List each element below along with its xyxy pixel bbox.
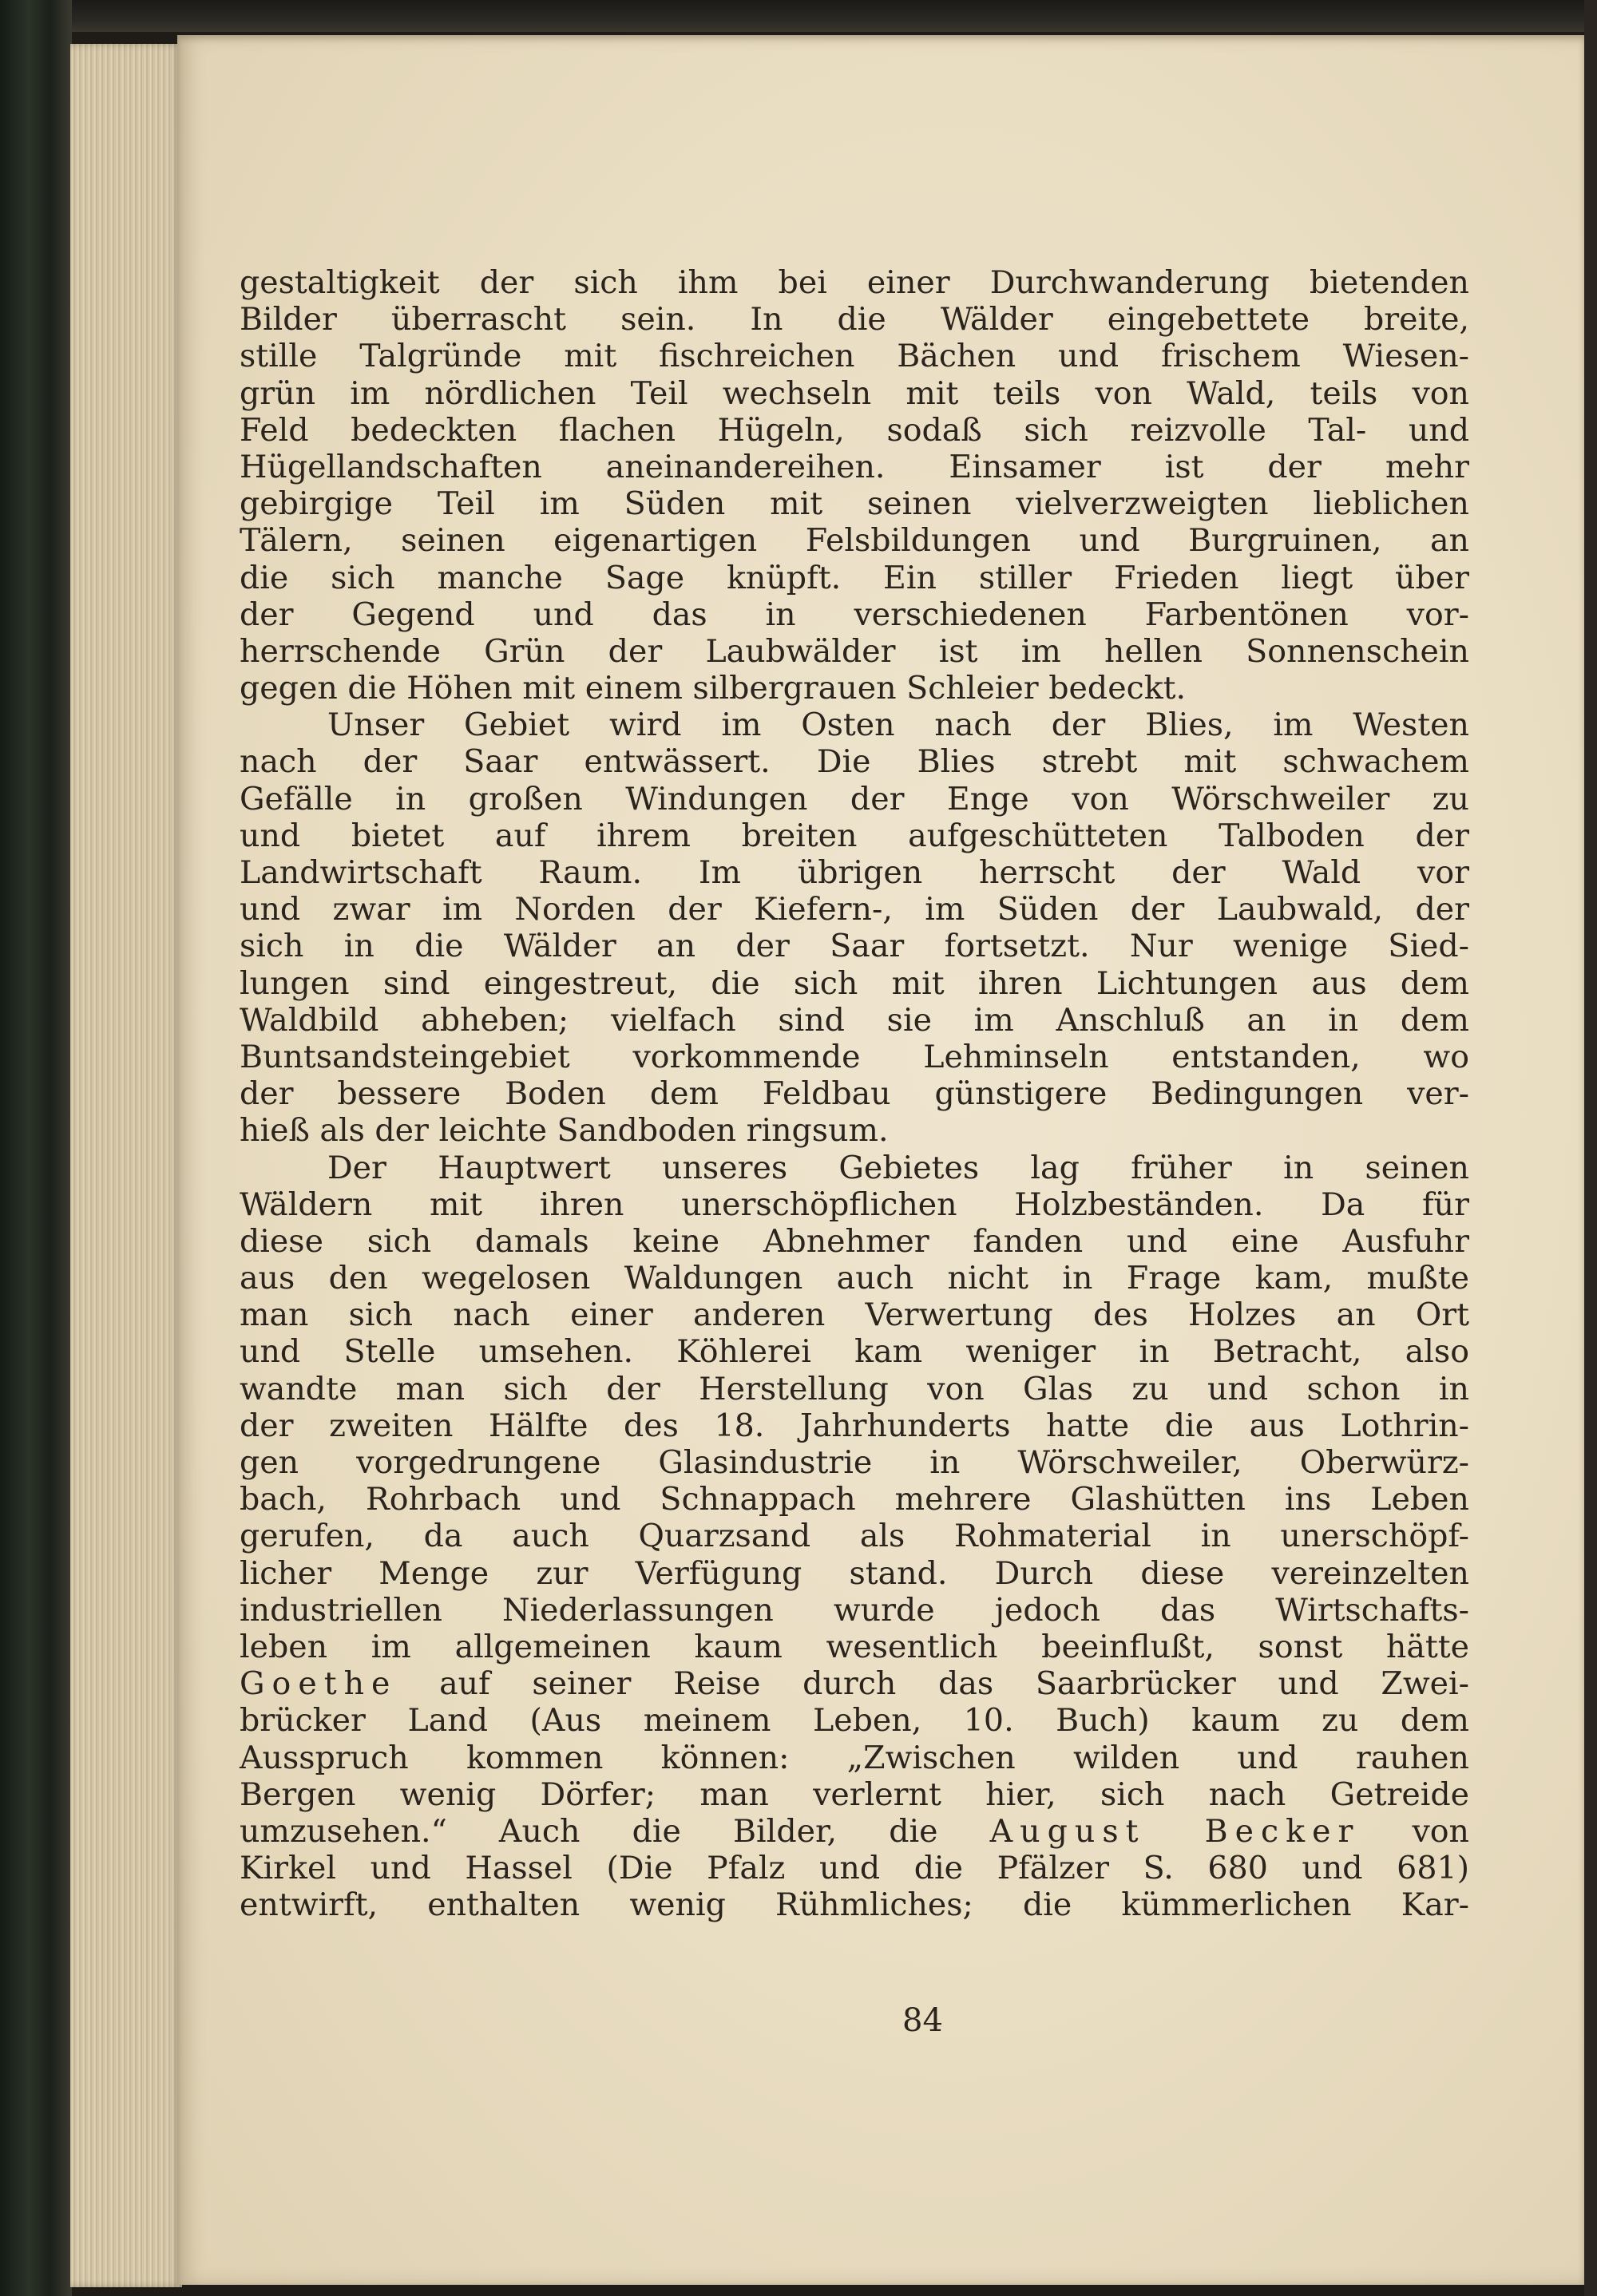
text-line: wandte man sich der Herstellung von Glas zu und schon in bbox=[240, 1370, 1469, 1407]
text-line: Ausspruch kommen können: „Zwischen wilden und rauhen bbox=[240, 1739, 1469, 1776]
text-line: Bergen wenig Dörfer; man verlernt hier, sich nach Getreide bbox=[240, 1775, 1469, 1813]
text-line: Der Hauptwert unseres Gebietes lag früher in seinen bbox=[327, 1149, 1469, 1186]
text-fragment: auf seiner Reise durch das Saarbrücker und Zwei- bbox=[397, 1665, 1469, 1703]
page-text bbox=[240, 264, 1469, 1923]
text-line: Waldbild abheben; vielfach sind sie im Anschluß an in dem bbox=[240, 1001, 1469, 1039]
text-line: leben im allgemeinen kaum wesentlich beeinflußt, sonst hätte bbox=[240, 1628, 1469, 1665]
text-line: gen vorgedrungene Glasindustrie in Wörschweiler, Oberwürz- bbox=[240, 1444, 1469, 1481]
text-line: man sich nach einer anderen Verwertung des Holzes an Ort bbox=[240, 1296, 1469, 1334]
text-line: entwirft, enthalten wenig Rühmliches; die kümmerlichen Kar- bbox=[240, 1886, 1469, 1924]
author-name-becker: August Becker bbox=[989, 1812, 1361, 1850]
text-line: der bessere Boden dem Feldbau günstigere Bedingungen ver- bbox=[240, 1075, 1469, 1113]
text-line: Buntsandsteingebiet vorkommende Lehminseln entstanden, wo bbox=[240, 1038, 1469, 1075]
text-line-becker bbox=[240, 1813, 1469, 1850]
text-line: industriellen Niederlassungen wurde jedoch das Wirtschafts- bbox=[240, 1591, 1469, 1629]
author-name-goethe: Goethe bbox=[240, 1665, 398, 1703]
text-line: gestaltigkeit der sich ihm bei einer Durchwanderung bietenden bbox=[240, 264, 1469, 301]
text-line: Unser Gebiet wird im Osten nach der Blies, im Westen bbox=[327, 707, 1469, 744]
text-line: und Stelle umsehen. Köhlerei kam weniger in Betracht, also bbox=[240, 1333, 1469, 1371]
text-line: und bietet auf ihrem breiten aufgeschütteten Talboden der bbox=[240, 817, 1469, 854]
book-right-edge bbox=[1584, 0, 1597, 2296]
text-line: Hügellandschaften aneinandereihen. Einsamer ist der mehr bbox=[240, 448, 1469, 485]
text-line: stille Talgründe mit fischreichen Bächen und frischem Wiesen- bbox=[240, 338, 1469, 375]
text-line: Kirkel und Hassel (Die Pfalz und die Pfälzer S. 680 und 681) bbox=[240, 1850, 1469, 1887]
text-line: gerufen, da auch Quarzsand als Rohmaterial in unerschöpf- bbox=[240, 1518, 1469, 1555]
text-line: hieß als der leichte Sandboden ringsum. bbox=[240, 1112, 889, 1150]
text-line: Bilder überrascht sein. In die Wälder eingebettete breite, bbox=[240, 301, 1469, 338]
text-line: sich in die Wälder an der Saar fortsetzt. Nur wenige Sied- bbox=[240, 928, 1469, 965]
text-line: die sich manche Sage knüpft. Ein stiller Frieden liegt über bbox=[240, 559, 1469, 596]
page-number: 84 bbox=[902, 2002, 943, 2039]
text-line: nach der Saar entwässert. Die Blies strebt mit schwachem bbox=[240, 743, 1469, 781]
text-fragment: von bbox=[1360, 1812, 1469, 1850]
text-line: der Gegend und das in verschiedenen Farbentönen vor- bbox=[240, 596, 1469, 633]
text-line: und zwar im Norden der Kiefern-, im Süden der Laubwald, der bbox=[240, 891, 1469, 928]
text-line: diese sich damals keine Abnehmer fanden und eine Ausfuhr bbox=[240, 1222, 1469, 1260]
text-line-goethe bbox=[240, 1665, 1469, 1702]
text-fragment: umzusehen.“ Auch die Bilder, die bbox=[240, 1812, 990, 1850]
page-edges bbox=[70, 44, 182, 2287]
text-line: lungen sind eingestreut, die sich mit ihren Lichtungen aus dem bbox=[240, 964, 1469, 1002]
text-line: grün im nördlichen Teil wechseln mit teils von Wald, teils von bbox=[240, 374, 1469, 412]
text-line: Landwirtschaft Raum. Im übrigen herrscht der Wald vor bbox=[240, 854, 1469, 891]
text-line: Tälern, seinen eigenartigen Felsbildungen und Burgruinen, an bbox=[240, 522, 1469, 560]
text-line: Gefälle in großen Windungen der Enge von Wörschweiler zu bbox=[240, 780, 1469, 817]
text-line: aus den wegelosen Waldungen auch nicht in Frage kam, mußte bbox=[240, 1260, 1469, 1297]
text-line: brücker Land (Aus meinem Leben, 10. Buch) kaum zu dem bbox=[240, 1702, 1469, 1740]
text-line: der zweiten Hälfte des 18. Jahrhunderts hatte die aus Lothrin- bbox=[240, 1407, 1469, 1444]
text-line: gegen die Höhen mit einem silbergrauen Schleier bedeckt. bbox=[240, 670, 1187, 707]
book-binding bbox=[0, 0, 72, 2296]
book-top-edge bbox=[0, 0, 1597, 32]
text-line: licher Menge zur Verfügung stand. Durch diese vereinzelten bbox=[240, 1554, 1469, 1592]
text-line: gebirgige Teil im Süden mit seinen vielverzweigten lieblichen bbox=[240, 485, 1469, 523]
text-line: herrschende Grün der Laubwälder ist im hellen Sonnenschein bbox=[240, 632, 1469, 670]
text-line: Feld bedeckten flachen Hügeln, sodaß sich reizvolle Tal- und bbox=[240, 411, 1469, 449]
text-line: bach, Rohrbach und Schnappach mehrere Glashütten ins Leben bbox=[240, 1481, 1469, 1518]
text-line: Wäldern mit ihren unerschöpflichen Holzbeständen. Da für bbox=[240, 1186, 1469, 1223]
